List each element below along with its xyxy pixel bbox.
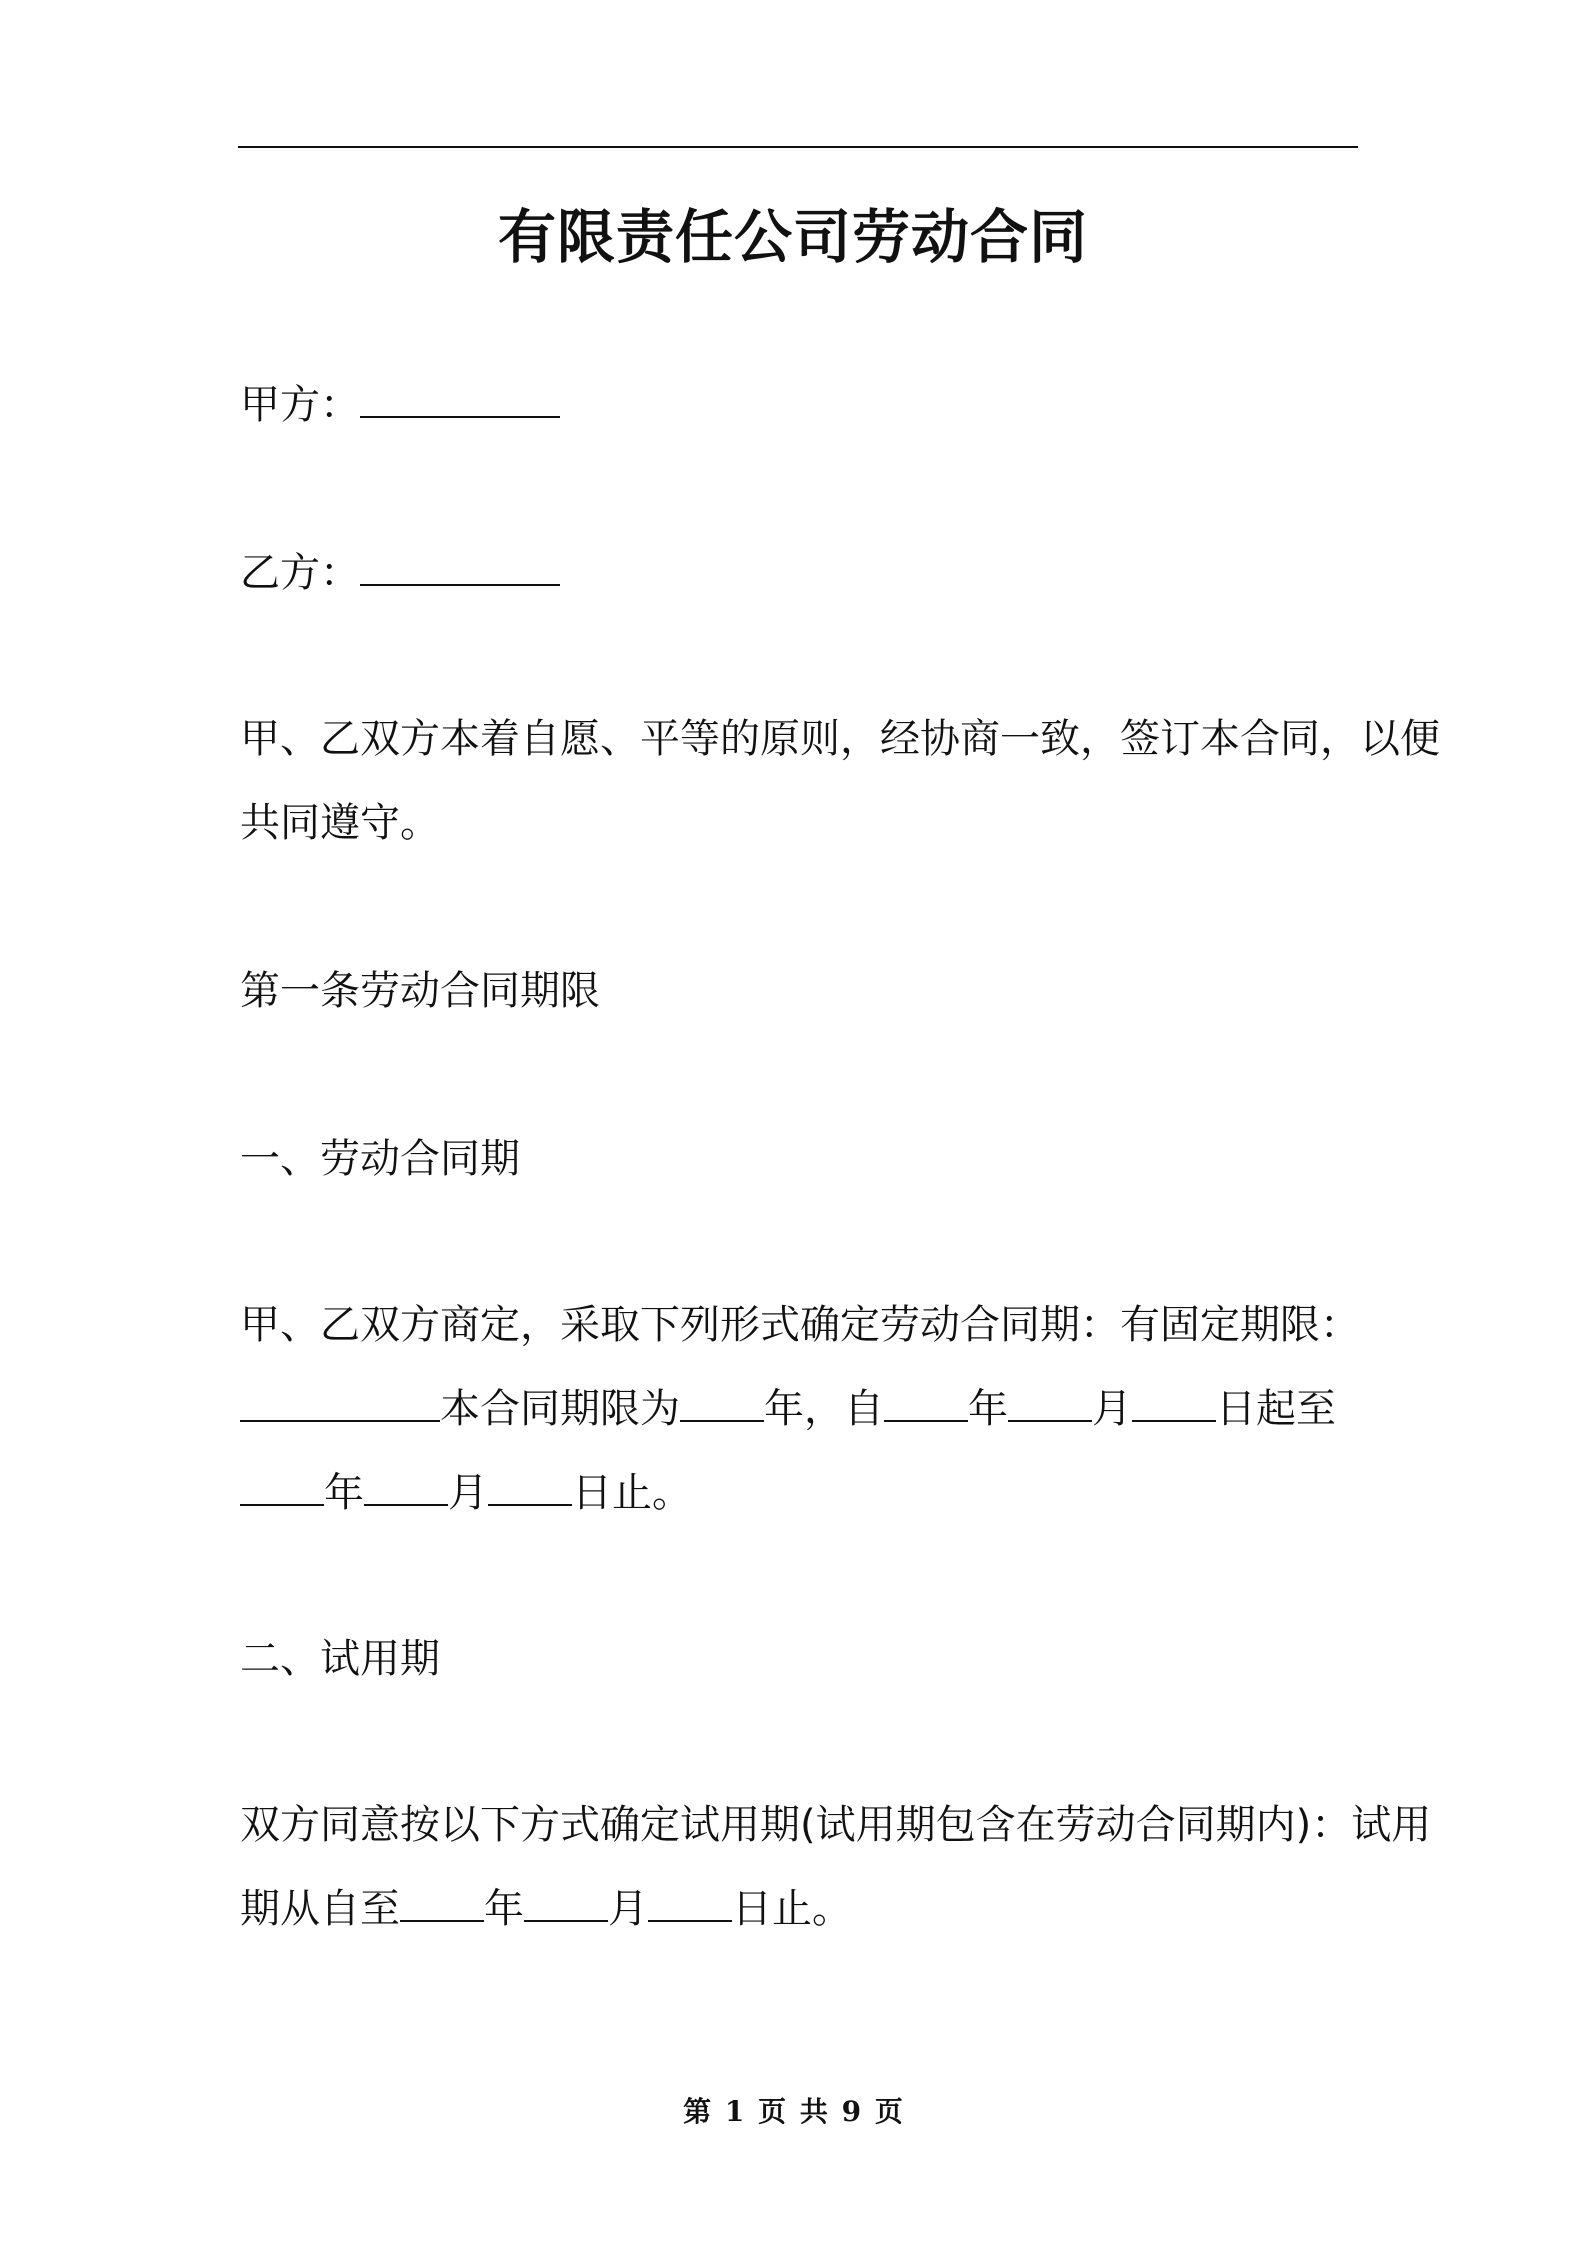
term-type-blank: [240, 1386, 440, 1422]
start-month-blank: [1008, 1386, 1092, 1422]
section-2-line-2-text-b: 年: [484, 1886, 524, 1932]
party-a-label: 甲方：: [240, 382, 360, 428]
page-indicator: 第 1 页 共 9 页: [683, 2095, 903, 2128]
start-year-blank: [884, 1386, 968, 1422]
end-month-blank: [364, 1470, 448, 1506]
section-1-line-3-text-b: 月: [448, 1470, 488, 1516]
section-1-line-2-text-a: 本合同期限为: [440, 1386, 680, 1432]
section-2-line-1: 双方同意按以下方式确定试用期(试用期包含在劳动合同期内)：试用: [240, 1802, 1432, 1848]
section-2-line-2-text-a: 期从自至: [240, 1886, 400, 1932]
section-2-heading: 二、试用期: [240, 1636, 440, 1682]
party-b-label: 乙方：: [240, 550, 360, 596]
header-rule: [238, 146, 1358, 148]
end-year-blank: [240, 1470, 324, 1506]
party-b-line: [240, 548, 560, 598]
section-2-line-2: [240, 1884, 852, 1934]
section-1-line-2-text-d: 月: [1092, 1386, 1132, 1432]
section-2-line-2-text-c: 月: [608, 1886, 648, 1932]
preamble-line-1: 甲、乙双方本着自愿、平等的原则，经协商一致，签订本合同，以便: [240, 716, 1440, 762]
section-1-line-1: 甲、乙双方商定，采取下列形式确定劳动合同期：有固定期限：: [240, 1302, 1360, 1348]
probation-month-blank: [524, 1886, 608, 1922]
document-title: 有限责任公司劳动合同: [497, 203, 1088, 271]
party-b-blank: [360, 550, 560, 586]
start-day-blank: [1132, 1386, 1216, 1422]
probation-year-blank: [400, 1886, 484, 1922]
article-1-heading: 第一条劳动合同期限: [240, 968, 600, 1014]
section-1-heading: 一、劳动合同期: [240, 1136, 520, 1182]
party-a-line: [240, 380, 560, 430]
section-1-line-3-text-c: 日止。: [572, 1470, 692, 1516]
section-1-line-2: [240, 1384, 1336, 1434]
section-1-line-3-text-a: 年: [324, 1470, 364, 1516]
section-2-line-2-text-d: 日止。: [732, 1886, 852, 1932]
section-1-line-2-text-e: 日起至: [1216, 1386, 1336, 1432]
preamble-line-2: 共同遵守。: [240, 800, 440, 846]
section-1-line-2-text-b: 年，自: [764, 1386, 884, 1432]
probation-day-blank: [648, 1886, 732, 1922]
party-a-blank: [360, 382, 560, 418]
section-1-line-3: [240, 1468, 692, 1518]
end-day-blank: [488, 1470, 572, 1506]
section-1-line-2-text-c: 年: [968, 1386, 1008, 1432]
term-years-blank: [680, 1386, 764, 1422]
